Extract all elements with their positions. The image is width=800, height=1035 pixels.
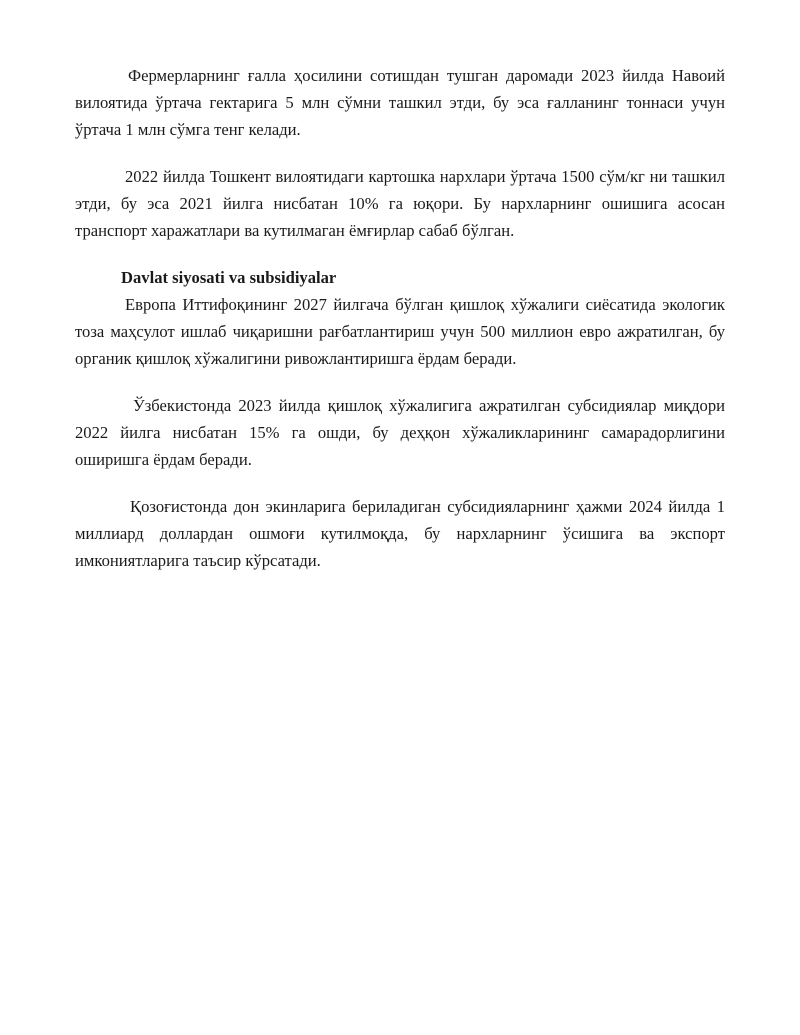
paragraph-kazakhstan-subsidies: Қозоғистонда дон экинларига бериладиган субсидияларнинг ҳажми 2024 йилда 1 миллиард доллардан ошмоғи кутилмоқда, бу нархларнинг ўсишига ва экспорт имкониятларига таъсир кўрсатади. [75, 497, 725, 570]
document-page [75, 62, 725, 574]
paragraph-potato-prices: 2022 йилда Тошкент вилоятидаги картошка нархлари ўртача 1500 сўм/кг ни ташкил этди, бу эса 2021 йилга нисбатан 10% га юқори. Бу нархларнинг ошишига асосан транспорт харажатлари ва кутилмаган ёмғирлар сабаб бўлган. [75, 167, 725, 240]
section-heading: Davlat siyosati va subsidiyalar [121, 268, 337, 287]
paragraph-grain-income: Фермерларнинг ғалла ҳосилини сотишдан тушган даромади 2023 йилда Навоий вилоятида ўртача гектарига 5 млн сўмни ташкил этди, бу эса ғалланинг тоннаси учун ўртача 1 млн сўмга тенг келади. [75, 66, 725, 139]
paragraph-eu-policy: Европа Иттифоқининг 2027 йилгача бўлган қишлоқ хўжалиги сиёсатида экологик тоза маҳсулот ишлаб чиқаришни рағбатлантириш учун 500 миллион евро ажратилган, бу органик қишлоқ хўжалигини ривожлантиришга ёрдам беради. [75, 295, 725, 368]
paragraph-uzbekistan-subsidies: Ўзбекистонда 2023 йилда қишлоқ хўжалигига ажратилган субсидиялар миқдори 2022 йилга нисбатан 15% га ошди, бу деҳқон хўжаликларининг самарадорлигини оширишга ёрдам беради. [75, 396, 725, 469]
